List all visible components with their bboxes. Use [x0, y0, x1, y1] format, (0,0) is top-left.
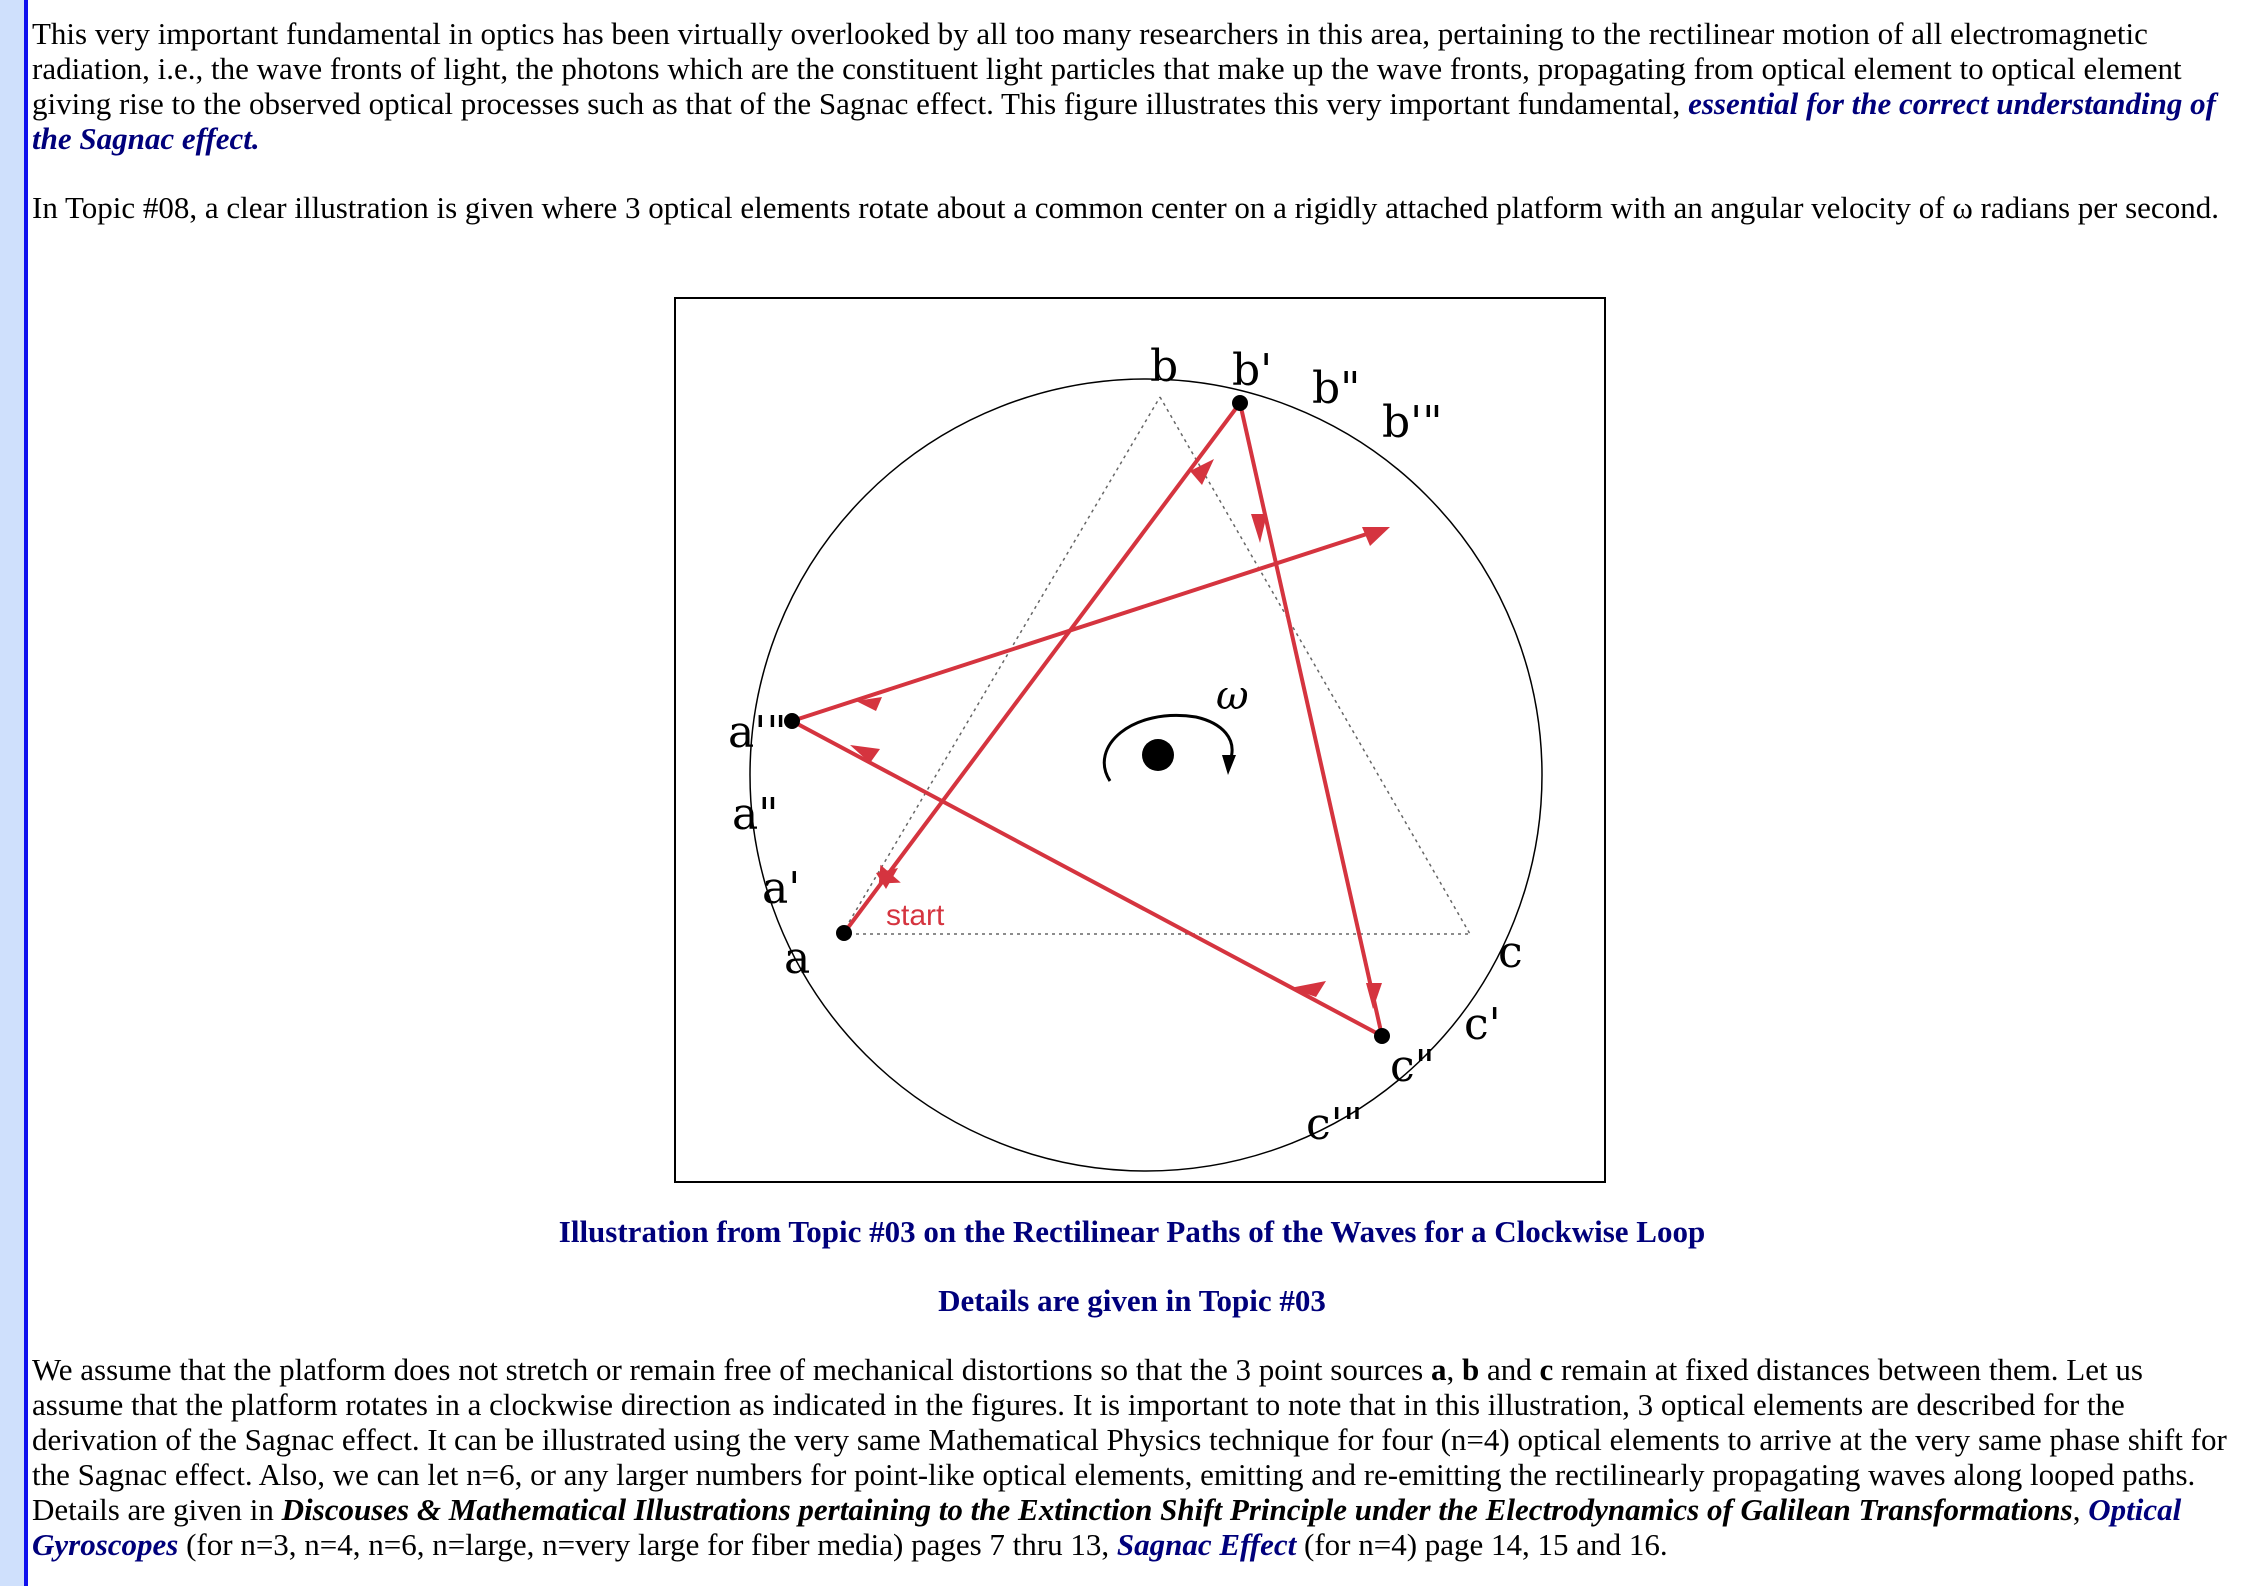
label-a3: a'" [728, 707, 787, 758]
link-optical-gyroscopes[interactable]: Optical Gyroscopes [32, 1492, 2182, 1562]
label-a: a [784, 933, 811, 984]
label-c2: c" [1390, 1041, 1435, 1092]
topic08-paragraph: In Topic #08, a clear illustration is given where 3 optical elements rotate about a common center on a rigidly attached platform with an angular velocity of ω radians per second. [32, 190, 2219, 225]
ray-b1-to-c3 [1240, 403, 1382, 1036]
p3-text-6: (for n=3, n=4, n=6, n=large, n=very large for fiber media) pages 7 thru 13, [178, 1527, 1117, 1562]
figure-caption: Illustration from Topic #03 on the Rectilinear Paths of the Waves for a Clockwise Loop [558, 1214, 1706, 1249]
ref-discourses: Discouses & Mathematical Illustrations pertaining to the Extinction Shift Principle under the Electrodynamics of Galilean Transformations [281, 1492, 2073, 1527]
assumption-paragraph [32, 1352, 2232, 1562]
point-c3-dot [1374, 1028, 1390, 1044]
p3-text-2: , [1446, 1352, 1462, 1387]
label-start: start [886, 899, 945, 932]
label-c1: c' [1464, 999, 1501, 1050]
left-sidebar-band [0, 0, 24, 1586]
point-c: c [1539, 1352, 1554, 1387]
label-c3: c'" [1306, 1099, 1363, 1150]
intro-text: This very important fundamental in optics has been virtually overlooked by all too many researchers in this area, pertaining to the rectilinear motion of all electromagnetic radiation, i.e., the wave fronts of light, the photons which are the constituent light particles that make up the wave fronts, propagating from optical element to optical element giving rise to the observed optical processes such as that of the Sagnac effect. This figure illustrates this very important fundamental, [32, 16, 2182, 121]
emphasis-link[interactable]: essential for the correct understanding of the Sagnac effect. [32, 86, 2216, 156]
label-omega: ω [1216, 673, 1249, 719]
p3-text-7: (for n=4) page 14, 15 and 16. [1296, 1527, 1668, 1562]
label-c: c [1498, 927, 1523, 978]
p3-text-3: and [1479, 1352, 1540, 1387]
left-border-line [24, 0, 28, 1586]
label-b3: b'" [1382, 397, 1443, 448]
rotation-arrowhead-icon [1222, 755, 1236, 775]
point-b: b [1462, 1352, 1480, 1387]
intro-paragraph [32, 16, 2232, 156]
center-dot [1142, 739, 1174, 771]
label-b1: b' [1232, 345, 1273, 396]
ray-paths [792, 403, 1382, 1036]
label-b2: b" [1312, 363, 1361, 414]
point-a-dot [836, 925, 852, 941]
p3-text-4: remain at fixed distances between them. Let us assume that the platform rotates in a clockwise direction as indicated in the figures. It is important to note that in this illustration, 3 optical elements are described for the derivation of the Sagnac effect. It can be illustrated using the very same Mathematical Physics technique for four (n=4) optical elements to arrive at the very same phase shift for the Sagnac effect. Also, we can let n=6, or any larger numbers for point-like optical elements, emitting and re-emitting the rectilinearly propagating waves along looped paths. Details are given in [32, 1352, 2227, 1527]
point-a: a [1431, 1352, 1447, 1387]
sagnac-diagram [676, 299, 1604, 1181]
dotted-triangle [842, 397, 1470, 934]
p3-text-5: , [2072, 1492, 2089, 1527]
sagnac-figure [674, 297, 1606, 1183]
label-a1: a' [762, 863, 801, 914]
details-caption: Details are given in Topic #03 [938, 1283, 1326, 1318]
p3-text-1: We assume that the platform does not stretch or remain free of mechanical distortions so that the 3 point sources [32, 1352, 1431, 1387]
label-a2: a" [732, 789, 779, 840]
label-b: b [1150, 341, 1179, 392]
point-b1-dot [1232, 395, 1248, 411]
optical-elements [784, 395, 1390, 1044]
link-sagnac-effect[interactable]: Sagnac Effect [1116, 1527, 1297, 1562]
